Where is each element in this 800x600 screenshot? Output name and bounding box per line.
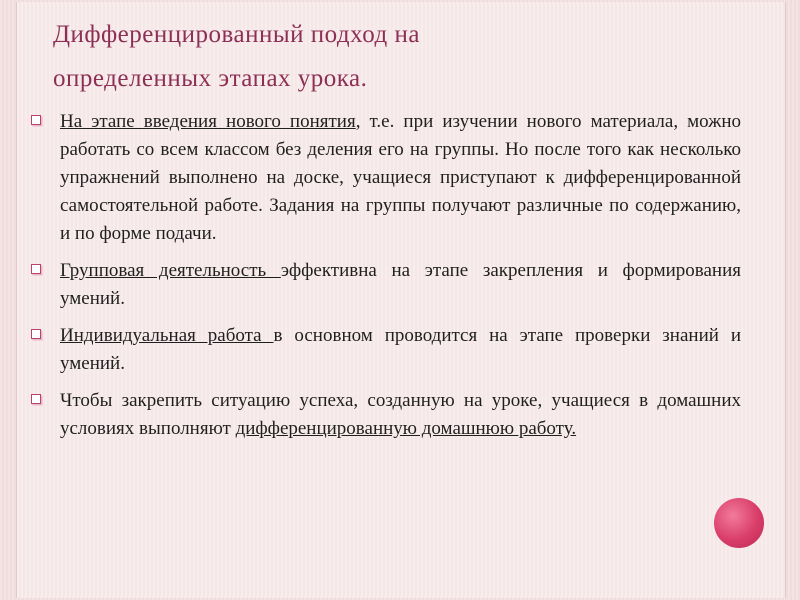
title-line-2: определенных этапах урока. xyxy=(53,65,368,92)
square-bullet-icon xyxy=(31,264,41,274)
list-item xyxy=(26,108,741,248)
title-line-1: Дифференцированный подход на xyxy=(53,21,420,48)
square-bullet-icon xyxy=(31,115,41,125)
decorative-circle-icon xyxy=(714,498,764,548)
list-item xyxy=(26,322,741,378)
bullet-list xyxy=(26,108,741,452)
item-underlined-text: Групповая деятельность xyxy=(60,260,281,281)
list-item xyxy=(26,387,741,443)
item-text: Чтобы закрепить ситуацию успеха, созданную на уроке, учащиеся в домашних условиях выполняют xyxy=(60,390,741,439)
square-bullet-icon xyxy=(31,394,41,404)
list-item xyxy=(26,257,741,313)
item-underlined-text: На этапе введения нового понятия xyxy=(60,111,356,132)
item-underlined-text: Индивидуальная работа xyxy=(60,325,274,346)
item-text: эффективна на этапе закрепления и формирования умений. xyxy=(60,260,742,309)
item-underlined-text: дифференцированную домашнюю работу. xyxy=(235,418,577,439)
square-bullet-icon xyxy=(31,329,41,339)
item-text: в основном проводится на этапе проверки знаний и умений. xyxy=(60,325,741,374)
slide-title xyxy=(53,16,753,98)
item-text: , т.е. при изучении нового материала, можно работать со всем классом без деления его на группы. Но после того как несколько упражнений выполнено на доске, учащиеся приступают к дифференцированной самостоятельной работе. Задания на группы получают различные по содержанию, и по форме подачи. xyxy=(60,111,742,244)
